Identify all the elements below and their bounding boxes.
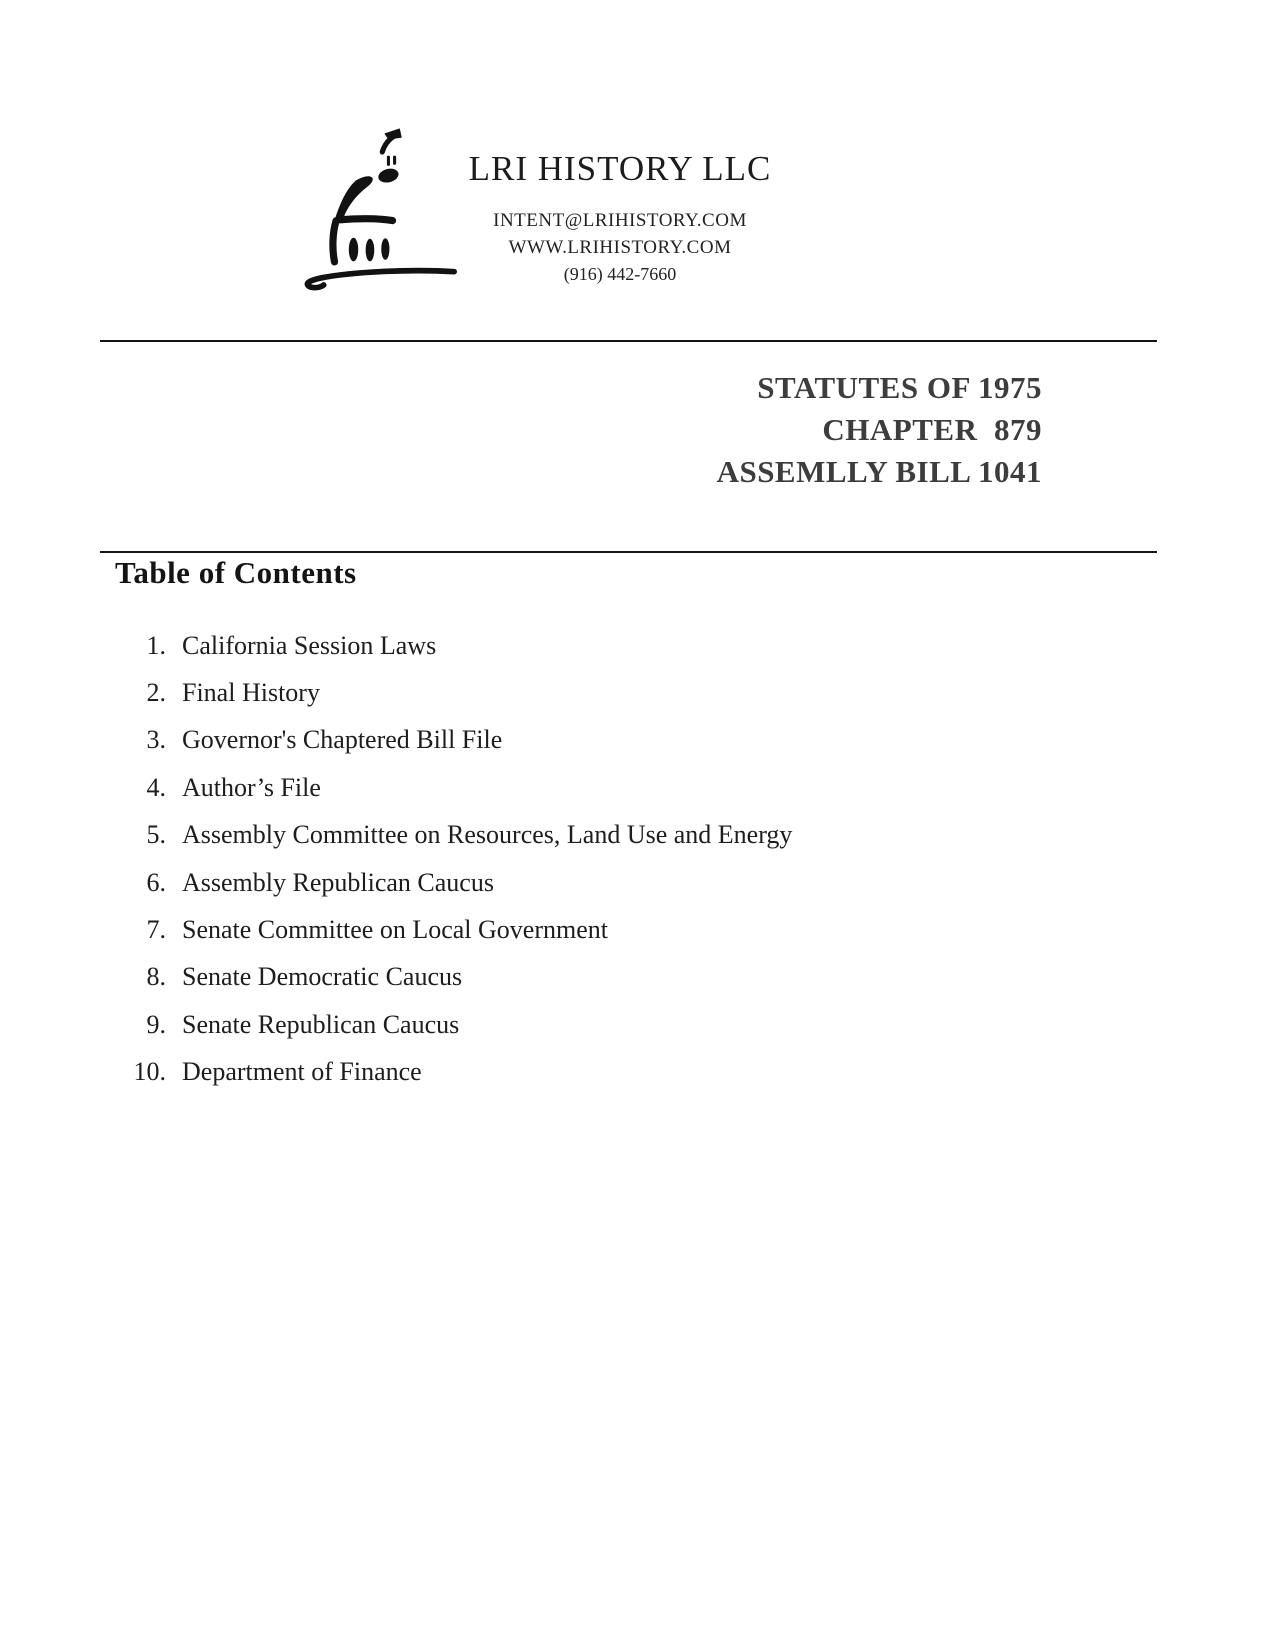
toc-item-label: Senate Democratic Caucus [182, 962, 463, 992]
statute-heading-line: CHAPTER 879 [822, 412, 1042, 447]
divider-top [100, 340, 1157, 342]
toc-item-number: 6. [146, 867, 166, 897]
toc-item-number: 10. [133, 1057, 166, 1087]
toc-item [128, 669, 1088, 716]
toc-list [128, 622, 1088, 1096]
toc-item [128, 954, 1088, 1001]
toc-item-label: California Session Laws [182, 630, 437, 660]
toc-item-number: 3. [146, 725, 166, 755]
toc-item-number: 2. [146, 678, 166, 708]
toc-item-label: Author’s File [182, 772, 321, 802]
toc-item-label: Department of Finance [182, 1057, 422, 1087]
toc-item-label: Senate Republican Caucus [182, 1009, 460, 1039]
toc-item-number: 4. [146, 772, 166, 802]
toc-item-label: Senate Committee on Local Government [182, 915, 608, 945]
toc-item-label: Assembly Republican Caucus [182, 867, 494, 897]
company-email: INTENT@LRIHISTORY.COM [493, 210, 747, 231]
toc-item [128, 859, 1088, 906]
toc-item [128, 1049, 1088, 1096]
statute-heading-line: STATUTES OF 1975 [757, 370, 1042, 405]
toc-item-number: 7. [146, 915, 166, 945]
toc-item-label: Assembly Committee on Resources, Land Use and Energy [182, 820, 793, 850]
toc-item [128, 622, 1088, 669]
toc-title: Table of Contents [115, 555, 357, 590]
toc-item-number: 8. [146, 962, 166, 992]
toc-item [128, 906, 1088, 953]
company-website: WWW.LRIHISTORY.COM [508, 237, 732, 258]
toc-item-label: Governor's Chaptered Bill File [182, 725, 503, 755]
toc-item-number: 9. [146, 1009, 166, 1039]
company-name: LRI HISTORY LLC [468, 149, 772, 188]
toc-item-number: 5. [146, 820, 166, 850]
statute-heading-line: ASSEMLLY BILL 1041 [716, 454, 1042, 489]
toc-item [128, 717, 1088, 764]
toc-item-label: Final History [182, 678, 320, 708]
company-phone: (916) 442-7660 [563, 264, 677, 284]
toc-item [128, 764, 1088, 811]
toc-item-number: 1. [146, 630, 166, 660]
letterhead [452, 150, 788, 288]
statute-heading [717, 367, 1042, 493]
toc-item [128, 812, 1088, 859]
toc-item [128, 1001, 1088, 1048]
